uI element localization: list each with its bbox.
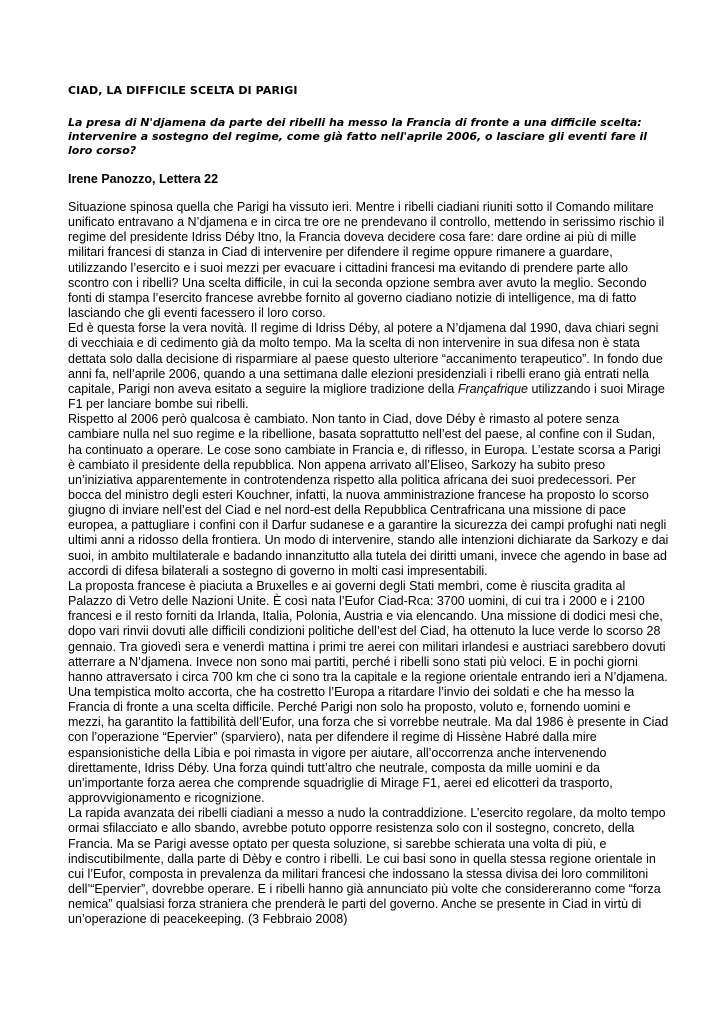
body-line: direttamente, Idriss Déby. Una forza quindi tutt’altro che neutrale, composta da mille uomini e da xyxy=(68,760,600,775)
body-line: unificato entravano a N’djamena e in circa tre ore ne prendevano il controllo, mettendo in serissimo rischio il xyxy=(68,215,665,230)
body-line: Una tempistica molto accorta, che ha costretto l’Europa a ritardare l’invio dei soldati e che ha messo la xyxy=(68,685,635,699)
body-line: suoi, in ambito multilaterale e badando innanzitutto alla tutela dei diritti umani, invece che agendo in base ad xyxy=(68,548,667,563)
subtitle-line: loro corso? xyxy=(68,144,137,157)
body-line: nemica” qualsiasi forza straniera che prenderà le parti del governo. Anche se presente in Ciad in virtù di xyxy=(68,897,642,912)
body-line: hanno attraversato i circa 700 km che ci sono tra la capitale e la regione orientale entrando ieri a N’djamena. xyxy=(68,669,668,684)
article-author: Irene Panozzo, Lettera 22 xyxy=(68,172,219,186)
body-line: ha continuato a operare. Le cose sono cambiate in Francia e, di riflesso, in Europa. L’estate scorsa a Parigi xyxy=(68,442,661,457)
body-line: accordi di difesa bilaterali a sostegno di governo in molti casi impresentabili. xyxy=(68,563,488,578)
body-line: di vecchiaia e di cedimento già da molto tempo. Ma la scelta di non intervenire in sua difesa non è stata xyxy=(68,336,640,351)
body-line: regime del presidente Idriss Déby Itno, la Francia doveva decidere cosa fare: dare ordine ai più di mille xyxy=(68,230,637,245)
body-line: La rapida avanzata dei ribelli ciadiani a messo a nudo la contraddizione. L’esercito regolare, da molto tempo xyxy=(68,806,666,821)
body-line: Francia di fronte a una scelta difficile. Perché Parigi non solo ha proposto, voluto e, fornendo uomini e xyxy=(68,700,631,715)
body-line: Ed è questa forse la vera novità. Il regime di Idriss Déby, al potere a N’djamena dal 1990, dava chiari segni xyxy=(68,321,659,336)
subtitle-line: intervenire a sostegno del regime, come già fatto nell'aprile 2006, o lasciare gli eventi fare il xyxy=(68,130,648,143)
body-line: con l’operazione “Epervier” (sparviero), nata per difendere il regime di Hissène Habré dalla mire xyxy=(68,730,597,745)
body-line: approvvigionamento e ricognizione. xyxy=(68,791,265,806)
body-line: atterrare a N’djamena. Invece non sono mai partiti, perché i ribelli sono stati più veloci. E in pochi giorni xyxy=(68,654,638,669)
body-line: Palazzo di Vetro delle Nazioni Unite. È così nata l’Eufor Ciad-Rca: 3700 uomini, di cui tra i 2000 e i 2100 xyxy=(68,594,645,609)
body-line: scontro con i ribelli? Una scelta difficile, in cui la seconda opzione sembra aver avuto la meglio. Secondo xyxy=(68,275,647,290)
body-line: militari francesi di stanza in Ciad di intervenire per difendere il regime oppure rimanere a guardare, xyxy=(68,245,613,260)
body-line: giugno di inviare nell’est del Ciad e nel nord-est della Repubblica Centrafricana una missione di pace xyxy=(68,503,626,518)
body-line: un’iniziativa apparentemente in controtendenza rispetto alla politica africana dei suoi predecessori. Per xyxy=(68,472,636,487)
body-line-with-italic xyxy=(68,382,668,397)
body-line: ultimi anni a ridosso della frontiera. Un modo di intervenire, stando alle intenzioni dichiarate da Sarkozy e dai xyxy=(68,533,669,548)
italic-term: Françafrique xyxy=(457,381,528,396)
body-line: Situazione spinosa quella che Parigi ha vissuto ieri. Mentre i ribelli ciadiani riuniti sotto il Comando militare xyxy=(68,200,654,214)
body-line: fonti di stampa l’esercito francese avrebbe fornito al governo ciadiano notizie di intelligence, ma di fatto xyxy=(68,290,637,305)
article-subtitle xyxy=(68,116,668,158)
body-line: La proposta francese è piaciuta a Bruxelles e ai governi degli Stati membri, come è riuscita gradita al xyxy=(68,578,626,593)
body-line: un’importante forza aerea che comprende squadriglie di Mirage F1, aerei ed elicotteri da trasporto, xyxy=(68,775,613,790)
body-line: espansionistiche della Libia e poi rimasta in vigore per aiutare, all’occorrenza anche intervenendo xyxy=(68,745,607,760)
body-line: bocca del ministro degli esteri Kouchner, infatti, la nuova amministrazione francese ha proposto lo scorso xyxy=(68,487,649,502)
body-line: mezzi, ha garantito la fattibilità dell’Eufor, una forza che si vorrebbe neutrale. Ma dal 1986 è presente in Ciad xyxy=(68,715,669,730)
article-body xyxy=(68,200,668,928)
body-line: è cambiato il presidente della repubblica. Non appena arrivato all’Eliseo, Sarkozy ha subito preso xyxy=(68,457,606,472)
body-line: utilizzando l’esercito e i suoi mezzi per evacuare i cittadini francesi ma evitando di prendere parte allo xyxy=(68,260,629,275)
body-line: cambiare nulla nel suo regime e la ribellione, basata soprattutto nell’est del paese, al confine con il Sudan, xyxy=(68,427,656,442)
body-text: capitale, Parigi non aveva esitato a seguire la migliore tradizione della xyxy=(68,381,458,396)
body-line: Rispetto al 2006 però qualcosa è cambiato. Non tanto in Ciad, dove Déby è rimasto al potere senza xyxy=(68,412,620,427)
body-line: europea, a pattugliare i confini con il Darfur sudanese e a garantire la sicurezza dei campi profughi nati negli xyxy=(68,518,667,533)
subtitle-line: La presa di N'djamena da parte dei ribelli ha messo la Francia di fronte a una difficile scelta: xyxy=(68,116,642,129)
body-line: ormai sfilacciato e allo sbando, avrebbe potuto opporre resistenza solo con il sostegno, concreto, della xyxy=(68,821,635,836)
body-text: utilizzando i suoi Mirage xyxy=(528,381,665,396)
body-line: F1 per lanciare bombe sui ribelli. xyxy=(68,397,249,412)
body-line: gennaio. Tra giovedì sera e venerdì mattina i primi tre aerei con militari irlandesi e austriaci sarebbero dovuti xyxy=(68,639,666,654)
body-line: indiscutibilmente, dalla parte di Dèby e contro i ribelli. Le cui basi sono in quella stessa regione orientale in xyxy=(68,851,656,866)
body-line: un’operazione di peacekeeping. (3 Febbraio 2008) xyxy=(68,912,348,927)
article-title: CIAD, LA DIFFICILE SCELTA DI PARIGI xyxy=(68,84,298,97)
body-line: lasciando che gli eventi facessero il loro corso. xyxy=(68,306,326,321)
body-line: dell’“Epervier”, dovrebbe operare. E i ribelli hanno già annunciato più volte che considereranno come “forza xyxy=(68,882,661,897)
body-line: dopo vari rinvii dovuti alle difficili condizioni politiche dell’est del Ciad, ha ottenuto la luce verde lo scorso 28 xyxy=(68,624,661,639)
body-line: dettata solo dalla decisione di risparmiare al paese questo ulteriore “accanimento terapeutico”. In fondo due xyxy=(68,351,663,366)
body-line: anni fa, nell’aprile 2006, quando a una settimana dalle elezioni presidenziali i ribelli erano già entrati nella xyxy=(68,366,649,381)
body-line: Francia. Ma se Parigi avesse optato per questa soluzione, si sarebbe schierata una volta di più, e xyxy=(68,836,607,851)
body-line: cui l’Eufor, composta in prevalenza da militari francesi che indossano la stessa divisa dei loro commilitoni xyxy=(68,866,649,881)
body-line: francesi e il resto forniti da Irlanda, Italia, Polonia, Austria e via elencando. Una missione di dodici mesi che, xyxy=(68,609,663,624)
